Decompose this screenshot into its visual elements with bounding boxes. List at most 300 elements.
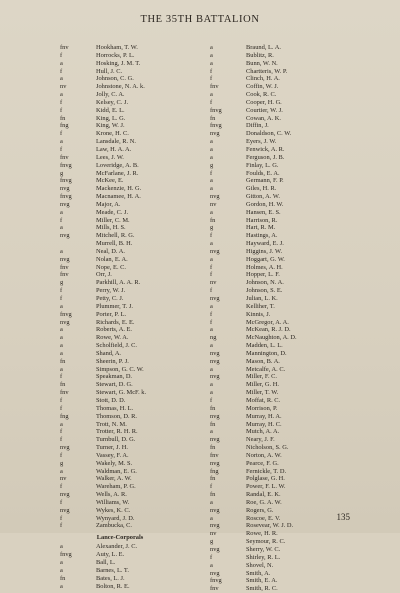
list-item [60,287,210,295]
soldier-name: Hookham, T. W. [96,44,138,51]
soldier-name: Kidd, E. L. [96,106,125,114]
soldier-name: Fernickle, T. D. [246,467,287,475]
service-code: a [60,75,63,83]
list-item [60,91,210,99]
list-item [210,311,360,319]
service-code: fn [210,491,216,499]
list-item [60,146,210,154]
soldier-name: Miller, T. W. [246,389,279,397]
soldier-name: King, L. G. [96,114,126,122]
list-item [60,232,210,240]
soldier-name: Trotter, R. H. R. [96,428,138,436]
soldier-name: Law, H. A. A. [96,145,132,153]
service-code: a [60,543,63,551]
service-code: a [210,514,213,522]
service-code: nvg [60,318,70,326]
list-item [210,428,360,436]
list-item [60,326,210,334]
soldier-name: Wynyard, J. D. [96,514,135,522]
service-code: fnv [210,451,219,459]
service-code: ng [210,334,217,342]
list-item [60,436,210,444]
list-item [210,44,360,52]
soldier-name: Madden, L. L. [246,342,283,350]
soldier-name: Germann, F. P. [246,177,284,185]
soldier-name: Rowe, W. A. [96,334,129,342]
service-code: a [60,138,63,146]
soldier-name: Hopper, L. F. [246,271,280,279]
list-item [210,538,360,546]
service-code: a [210,255,213,263]
list-item [60,311,210,319]
service-code: nvg [60,491,70,499]
service-code: f [210,169,213,177]
list-item [210,240,360,248]
list-item [210,224,360,232]
soldier-name: Vassey, F. A. [96,451,129,459]
list-item [60,350,210,358]
soldier-name: Mason, B. A. [246,357,280,365]
soldier-name: Roscoe, E. V. [246,514,281,522]
soldier-name: Kinnis, J. [246,310,271,318]
soldier-name: Rogers, G. [246,506,274,514]
service-code: f [210,271,213,279]
list-item [60,130,210,138]
list-item [210,483,360,491]
service-code: fn [210,216,216,224]
soldier-name: Lansdale, R. N. [96,138,136,146]
list-item [60,122,210,130]
list-item [210,421,360,429]
service-code: nv [60,83,67,91]
soldier-name: Hayward, E. J. [246,240,284,248]
list-item [60,413,210,421]
soldier-name: Finlay, L. G. [246,161,279,169]
service-code: nvg [60,444,70,452]
list-item [210,60,360,68]
service-code: a [210,240,213,248]
soldier-name: Johnstone, N. A. k. [96,83,145,91]
service-code: f [210,318,213,326]
soldier-name: Zambucka, C. [96,522,133,530]
service-code: a [60,208,63,216]
soldier-name: Sheerin, P. J. [96,357,129,365]
soldier-name: McKee, E. [96,177,124,185]
soldier-name: Hosking, J. M. T. [96,59,141,67]
service-code: g [60,279,64,287]
list-item [60,75,210,83]
service-code: nvg [210,506,220,514]
soldier-name: Morrison, P. [246,404,278,412]
service-code: a [210,185,213,193]
soldier-name: Braund, L. A. [246,44,281,51]
soldier-name: McNaughton, A. D. [246,334,297,342]
list-item [60,224,210,232]
soldier-name: Trott, N. M. [96,420,127,428]
service-code: nvg [210,130,220,138]
soldier-name: Richards, E. E. [96,318,135,326]
service-code: a [60,247,63,255]
list-item [60,421,210,429]
service-code: f [60,436,63,444]
service-code: a [210,208,213,216]
list-item [210,177,360,185]
list-item [60,185,210,193]
soldier-name: Donaldson, C. W. [246,130,292,138]
service-code: a [210,145,213,153]
list-item [60,83,210,91]
soldier-name: Horrocks, P. L. [96,51,135,59]
list-item [60,405,210,413]
soldier-name: McGregor, A. A. [246,318,289,326]
left-column [60,44,210,590]
soldier-name: Nolan, E. A. [96,255,128,263]
list-item [60,567,210,575]
service-code: f [210,98,213,106]
list-item [210,91,360,99]
service-code: a [210,59,213,67]
service-code: a [60,349,63,357]
soldier-name: McKean, R. J. D. [246,326,291,334]
service-code: a [60,302,63,310]
service-code: a [210,342,213,350]
list-item [60,319,210,327]
soldier-name: Barnes, L. T. [96,566,129,574]
list-item [210,83,360,91]
soldier-name: Major, A. [96,200,121,208]
soldier-name: Shirley, R. L. [246,553,281,561]
list-item [210,217,360,225]
service-code: f [60,498,63,506]
soldier-name: Diffin, J. [246,122,269,130]
soldier-name: Kelsey, C. J. [96,98,129,106]
soldier-name: Smith, E. A. [246,577,278,585]
soldier-name: Turnbull, D. G. [96,436,136,444]
soldier-name: Shovel, N. [246,561,274,569]
list-item [210,350,360,358]
soldier-name: Shand, A. [96,349,122,357]
list-item [210,232,360,240]
list-item [210,193,360,201]
service-code: f [210,263,213,271]
service-code: f [210,75,213,83]
list-item [210,209,360,217]
service-code: f [210,67,213,75]
soldier-name: Polglase, G. H. [246,475,285,483]
service-code: f [60,98,63,106]
soldier-name: Jolly, C. A. [96,91,125,99]
soldier-name: Fenwick, A. R. [246,145,285,153]
service-code: f [60,428,63,436]
list-item [60,52,210,60]
soldier-name: Loveridge, A. B. [96,161,139,169]
soldier-name: Lees, J. W. [96,153,124,161]
soldier-name: Bates, L. J. [96,574,125,582]
list-item [210,75,360,83]
service-code: f [60,483,63,491]
list-item [210,562,360,570]
right-column [210,44,360,593]
list-item [60,170,210,178]
list-item [210,381,360,389]
service-code: f [210,553,213,561]
service-code: fnv [210,585,219,593]
service-code: nvg [210,546,220,553]
list-item [210,436,360,444]
list-item [60,303,210,311]
soldier-name: Miller, C. M. [96,216,130,224]
list-item [210,170,360,178]
service-code: f [210,310,213,318]
service-code: nvg [60,506,70,514]
service-code: f [60,295,63,302]
soldier-name: Neal, D. A. [96,247,125,255]
list-item [60,491,210,499]
list-item [210,491,360,499]
soldier-name: Krone, H. C. [96,130,129,138]
list-item [60,397,210,405]
list-item [210,107,360,115]
soldier-name: Simpson, G. C. W. [96,365,144,373]
list-item [210,115,360,123]
soldier-name: Chartteris, W. P. [246,67,288,75]
soldier-name: Johnson, S. E. [246,287,283,295]
soldier-name: Auty, L. E. [96,551,125,559]
soldier-name: Turner, J. H. [96,444,128,452]
list-item [210,130,360,138]
service-code: f [210,483,213,491]
soldier-name: Petty, C. J. [96,295,124,302]
service-code: f [60,396,63,404]
list-item [60,583,210,591]
list-item [210,334,360,342]
soldier-name: Hart, R. M. [246,224,276,232]
soldier-name: Thomas, H. L. [96,404,134,412]
soldier-name: Porter, P. L. [96,310,127,318]
service-code: a [60,91,63,99]
soldier-name: Seymour, R. C. [246,538,286,546]
soldier-name: Hoggart, G. W. [246,255,285,263]
list-item [60,551,210,559]
list-item [210,530,360,538]
list-item [60,60,210,68]
service-code: nv [210,200,217,208]
soldier-name: Nope, E. C. [96,263,126,271]
list-item [60,279,210,287]
soldier-name: Murray, H. C. [246,420,282,428]
service-code: a [210,44,213,51]
service-code: fng [60,122,69,130]
list-item [60,366,210,374]
service-code: fnv [60,271,69,279]
service-code: f [210,396,213,404]
soldier-name: Stewart, G. McF. k. [96,389,147,397]
list-item [60,342,210,350]
service-code: nvg [210,522,220,530]
service-code: fnvg [60,177,72,185]
list-item [210,326,360,334]
soldier-name: Roe, G. A. W. [246,498,282,506]
list-item [60,575,210,583]
service-code: a [210,153,213,161]
soldier-name: Courtier, W. J. [246,106,283,114]
service-code: a [60,326,63,334]
service-code: f [60,106,63,114]
service-code: nvg [60,255,70,263]
section-heading: Lance-Corporals [96,534,144,542]
service-code: nvg [210,436,220,444]
service-code: fng [60,412,69,420]
list-item [60,248,210,256]
list-item [60,499,210,507]
list-item [210,468,360,476]
list-item [60,428,210,436]
service-code: fn [210,114,216,122]
service-code: nvg [210,373,220,381]
list-item [60,515,210,523]
service-code: nvg [210,569,220,577]
service-code: fnv [60,44,69,51]
list-item [60,264,210,272]
soldier-name: Clinch, H. A. [246,75,280,83]
list-item [210,554,360,562]
list-item [60,271,210,279]
service-code: a [210,51,213,59]
soldier-name: Nicholson, S. G. [246,444,289,452]
soldier-name: Cook, R. C. [246,91,277,99]
list-item [210,99,360,107]
service-code: fn [210,420,216,428]
soldier-name: Miller, G. H. [246,381,279,389]
soldier-name: Hansen, E. S. [246,208,281,216]
list-item [210,319,360,327]
soldier-name: Higgins, J. W. [246,247,283,255]
list-item [60,373,210,381]
list-item [60,475,210,483]
list-item [210,570,360,578]
service-code: nvg [210,247,220,255]
list-item [210,366,360,374]
service-code: f [60,67,63,75]
soldier-name: Macnamee, H. A. [96,193,141,201]
service-code: fnvg [60,310,72,318]
list-item [60,452,210,460]
service-code: a [60,559,63,566]
list-item [210,397,360,405]
list-item [60,99,210,107]
service-code: a [210,302,213,310]
list-item [210,201,360,209]
service-code: f [60,373,63,381]
service-code: f [210,232,213,240]
service-code: a [210,365,213,373]
soldier-name: Ferguson, J. B. [246,153,285,161]
soldier-name: Randal, E. K. [246,491,281,499]
service-code: fnvg [210,106,222,114]
service-code: fn [210,404,216,412]
soldier-name: Perry, W. J. [96,287,126,295]
soldier-name: Mackenzie, H. G. [96,185,142,193]
soldier-name: Orr, J. [96,271,112,279]
service-code: f [60,522,63,530]
service-code: a [60,566,63,574]
service-code: a [60,224,63,232]
list-item [210,303,360,311]
service-code [60,240,96,248]
list-item [60,543,210,551]
list-item [60,177,210,185]
service-code: g [210,538,214,546]
service-code: f [60,130,63,138]
page-number: 135 [336,512,350,522]
list-item [60,68,210,76]
service-code: fn [60,357,66,365]
service-code: nv [60,475,67,483]
soldier-name: Harrison, R. [246,216,278,224]
soldier-name: Foulds, E. A. [246,169,280,177]
list-item [60,217,210,225]
list-item [60,522,210,530]
service-code: fnv [60,389,69,397]
list-item [210,373,360,381]
soldier-name: Bunn, W. N. [246,59,278,67]
list-item [210,389,360,397]
service-code: fnvg [210,122,222,130]
list-item [210,256,360,264]
soldier-name: Norton, A. W. [246,451,282,459]
list-item [60,240,210,248]
list-item [60,468,210,476]
service-code: a [60,582,63,590]
soldier-name: Scholfield, J. C. [96,342,138,350]
soldier-name: King, W. J. [96,122,125,130]
list-item [210,577,360,585]
soldier-name: Wakely, M. S. [96,459,133,467]
service-code: a [60,342,63,350]
list-item [60,209,210,217]
soldier-name: Ball, L. [96,559,116,566]
list-item [210,444,360,452]
list-item [60,201,210,209]
soldier-name: Murrell, B. H. [96,240,133,248]
soldier-name: Roberts, A. E. [96,326,133,334]
soldier-name: Plummer, T. J. [96,302,133,310]
soldier-name: Mutch, A. A. [246,428,280,436]
list-item [210,162,360,170]
service-code: nvg [210,459,220,467]
list-item [210,342,360,350]
soldier-name: Mills, H. S. [96,224,126,232]
list-item [210,499,360,507]
service-code: g [210,224,214,232]
service-code: f [60,287,63,295]
service-code: a [60,467,63,475]
service-code: g [210,161,214,169]
service-code: a [210,561,213,569]
service-code: a [210,428,213,436]
list-item [210,122,360,130]
soldier-name: Mannington, D. [246,349,287,357]
service-code: f [60,451,63,459]
service-code: nvg [60,185,70,193]
soldier-name: Speakman, D. [96,373,133,381]
soldier-name: McFarlane, J. R. [96,169,139,177]
list-item [60,559,210,567]
soldier-name: Miller, F. C. [246,373,278,381]
service-code: nvg [60,200,70,208]
soldier-name: Hastings, A. [246,232,278,240]
list-item [60,115,210,123]
